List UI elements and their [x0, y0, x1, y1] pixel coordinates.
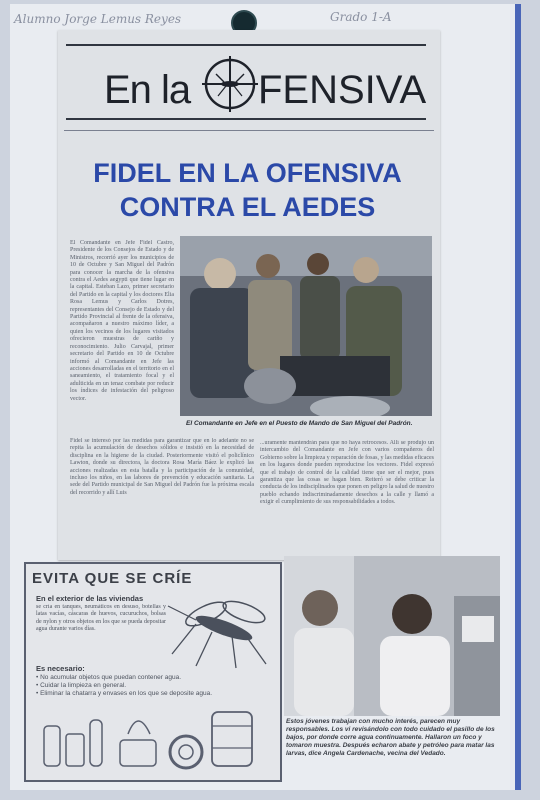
article-column-1: El Comandante en Jefe Fidel Castro, Presidente de los Consejos de Estado y de Ministros, recorrió ayer los municipios de 10 de Octubre y San Miguel del Padrón para conocer la marcha de la ofensiva contra el Aedes aegypti que tiene lugar en la capital. Esteban Lazo, primer secretario del Partido en la capital y los doctores Elia Rosa Lemus y Carlos Dotres, representantes del Consejo de Estado y del Partido Provincial al frente de la ofensiva, acompañaron a nuestro máximo líder, a quien los vecinos de los lugares visitados ofrecieron muestras de cariño y reconocimiento. Julio Carvajal, primer secretario del Partido en 10 de Octubre informó al Comandante en Jefe las acciones desarrolladas en el territorio en el saneamiento, el tratamiento focal y el adulticida en un tenaz combate por reducir los índices de infestación del peligroso vector.	[70, 240, 174, 402]
evita-title: EVITA QUE SE CRÍE	[32, 570, 193, 587]
photo-fidel-command-post	[180, 236, 432, 416]
containers-illustration	[36, 704, 272, 774]
mosquito-icon	[166, 594, 276, 670]
photo-figures	[180, 236, 432, 416]
headline-line-2: CONTRA EL AEDES	[119, 192, 376, 222]
article-column-2b: ...uramente mantendrán para que no haya retrocesos. Allí se produjo un intercambio del Comandante en Jefe con varios compañeros del Gobierno sobre la limpieza y reparación de fosas, y las medidas eficaces en los lugares donde pueden reproducirse los vectores. Fidel expresó que el trabajo de control de la calidad tiene que ser el mejor, pues garantiza que las cosas se hagan bien. Reiteró se debe criticar la conducta de los indisciplinados que ponen en peligro la salud de nuestro pueblo echando indiscriminadamente desechos a la calle y llamó a exigir el cumplimiento de sus responsabilidades a todos.	[260, 440, 434, 506]
evita-que-se-crie-box	[24, 562, 282, 782]
handwritten-grade: Grado 1-A	[330, 10, 392, 24]
banner-bottom-rule	[66, 118, 426, 120]
photo2-caption: Estos jóvenes trabajan con mucho interés, parecen muy responsables. Los vi revisándolo con todo cuidado el pasillo de los bajos, por donde corre agua continuamente. Hallaron un foco y tomaron muestra. Después echaron abate y petróleo para matar las larvas, dice Angela Cardenache, vecina del Vedado.	[286, 718, 495, 757]
crosshair-mosquito-icon	[202, 56, 258, 112]
evita-list-item: • No acumular objetos que puedan contener agua.	[36, 674, 182, 681]
photo-young-inspectors	[284, 556, 500, 716]
evita-list	[36, 674, 216, 698]
handwritten-name: Alumno Jorge Lemus Reyes	[14, 12, 182, 26]
photo1-caption: El Comandante en Jefe en el Puesto de Mando de San Miguel del Padrón.	[186, 420, 413, 427]
section-banner	[66, 38, 426, 120]
headline-line-1: FIDEL EN LA OFENSIVA	[93, 158, 402, 188]
evita-list-item: • Cuidar la limpieza en general.	[36, 682, 127, 689]
article-column-2a: Fidel se interesó por las medidas para garantizar que en lo adelante no se repita la acumulación de desechos sólidos e insistió en la necesidad de disciplina en la higiene de la ciudad. Posteriormente visitó el policlínico Lawton, donde su directora, la doctora Rosa María Báez le explicó las acciones realizadas en esta batalla y la participación de la comunidad, incluso los niños, en las labores de prevención y educación sanitaria. La sede del Partido municipal de San Miguel del Padrón fue la próxima escala del recorrido y allí Luis	[70, 438, 254, 496]
photo2-figures	[284, 556, 500, 716]
divider	[64, 130, 434, 131]
evita-necesario: Es necesario:	[36, 664, 85, 673]
evita-subtitle: En el exterior de las viviendas	[36, 594, 144, 603]
banner-top-rule	[66, 44, 426, 46]
banner-fensiva: FENSIVA	[258, 68, 427, 112]
headline	[60, 156, 435, 224]
evita-text: se cría en tanques, neumáticos en desuso, botellas y latas vacías, cáscaras de huevos, cucuruchos, bolsas de nylon y otros objetos en los que se pueda depositar agua durante varios días.	[36, 604, 166, 633]
banner-en-la: En la	[104, 68, 191, 112]
evita-list-item: • Eliminar la chatarra y envases en los que se deposite agua.	[36, 690, 213, 697]
